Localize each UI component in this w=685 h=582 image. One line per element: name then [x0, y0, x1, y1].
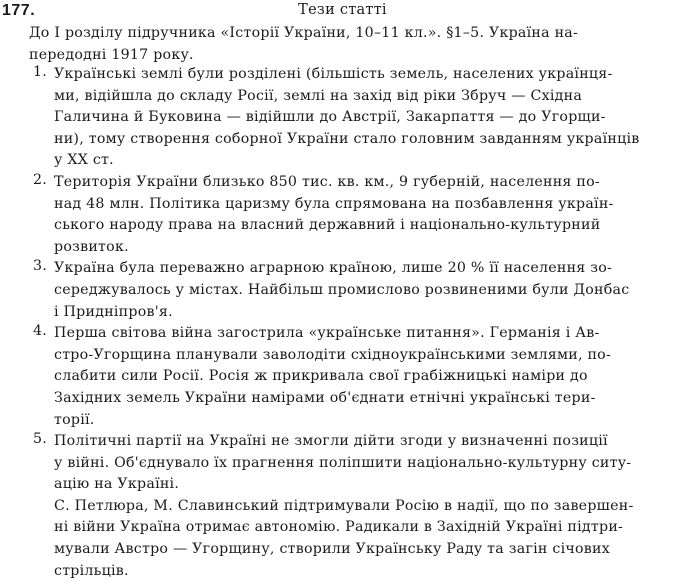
item-text	[54, 172, 682, 258]
list-item	[0, 258, 685, 323]
text-line: мували Австро — Угорщину, створили Українську Раду та загін січових	[54, 541, 610, 558]
text-line: ацію на Україні.	[54, 476, 180, 493]
item-number: 3.	[33, 258, 48, 275]
text-line: ни), тому створення соборної України стало головним завданням українців	[54, 130, 640, 147]
intro-line: передодні 1917 року.	[29, 47, 194, 63]
text-line: Територія України близько 850 тис. кв. км., 9 губерній, населення по-	[54, 173, 600, 190]
text-line: торії.	[54, 411, 95, 428]
list-item	[0, 172, 685, 258]
text-line: стрільців.	[54, 562, 129, 579]
text-line: слабити сили Росії. Росія ж прикривала свої грабіжницькі наміри до	[54, 368, 588, 385]
list-item	[0, 323, 685, 431]
text-line: ми, відійшла до складу Росії, землі на захід від ріки Збруч — Східна	[54, 87, 583, 104]
text-line: Україна була переважно аграрною країною, лише 20 % її населення зо-	[54, 260, 613, 277]
text-line: Перша світова війна загострила «українське питання». Германія і Ав-	[54, 325, 600, 342]
list-item	[0, 431, 685, 582]
text-line: середжувалось у містах. Найбільш промислово розвиненими були Донбас	[54, 281, 630, 298]
list-item	[0, 64, 685, 172]
item-text	[54, 431, 682, 582]
item-text	[54, 323, 682, 431]
text-line: у війні. Об'єднувало їх прагнення поліпшити національно-культурну ситу-	[54, 454, 632, 471]
item-number: 5.	[33, 431, 48, 448]
text-line: Політичні партії на Україні не змогли дійти згоди у визначенні позиції	[54, 433, 608, 450]
page-title: Тези статті	[298, 2, 387, 18]
item-number: 1.	[33, 64, 48, 80]
text-line: Західних земель України намірами об'єднати етнічні українські тери-	[54, 389, 596, 406]
intro-line: До І розділу підручника «Історії України, 10–11 кл.». §1–5. Україна на-	[29, 25, 579, 41]
text-line: Галичина й Буковина — відійшли до Австрії, Закарпаття — до Угорщи-	[54, 109, 606, 126]
text-line: Українські землі були розділені (більшість земель, населених українця-	[54, 66, 613, 82]
text-line: над 48 млн. Політика царизму була спрямована на позбавлення україн-	[54, 195, 614, 212]
text-line: і Придніпров'я.	[54, 303, 173, 320]
exercise-number: 177.	[2, 2, 36, 19]
text-line: С. Петлюра, М. Славинський підтримували Росію в надії, що по завершен-	[54, 497, 634, 514]
text-line: ського народу права на власний державний і національно-культурний	[54, 217, 601, 234]
item-number: 2.	[33, 171, 48, 188]
theses-list	[0, 64, 685, 582]
text-line: у XX ст.	[54, 152, 114, 169]
item-text	[54, 64, 682, 172]
item-text	[54, 258, 682, 323]
text-line: стро-Угорщина планували заволодіти східноукраїнськими землями, по-	[54, 346, 612, 363]
item-number: 4.	[33, 323, 48, 340]
intro-paragraph	[29, 22, 681, 66]
text-line: розвиток.	[54, 238, 129, 255]
text-line: ні війни Україна отримає автономію. Радикали в Західній Україні підтри-	[54, 519, 624, 536]
